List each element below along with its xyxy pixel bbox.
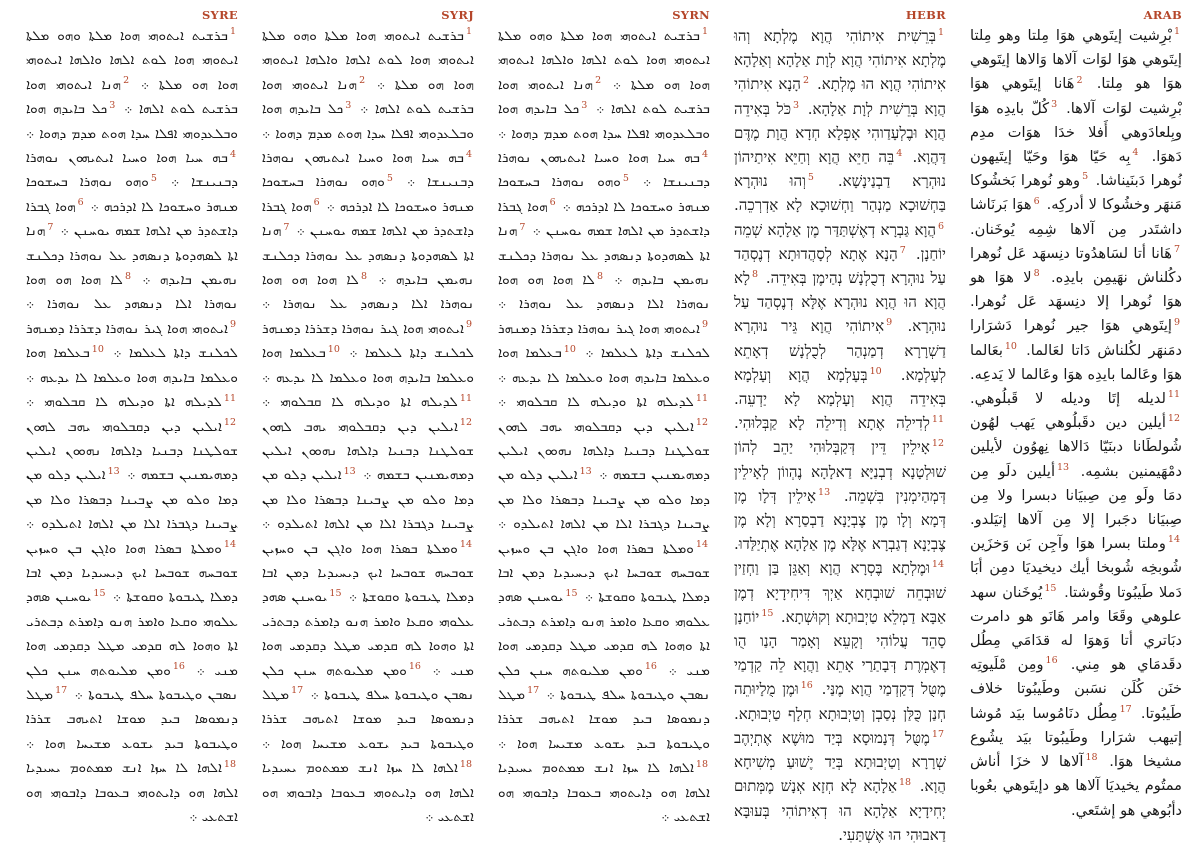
verse-number: 6 (549, 197, 556, 209)
verse-number: 9 (229, 319, 236, 331)
verse-text: ܐܝܠܝܢ ܕܝܢ ܕܩܒܠܘܗܝ ܝܗܒ ܠܗܘܢ ܫܘܠܛܢܐ ܕܒܢܝܐ ܕܐܠܗܐ ܢܗܘܘܢ ܐܝܠܝܢ ܕܡܗܝܡܢܝܢ ܒܫܡܗ ܀ (498, 418, 711, 484)
verse-text: ܝܘܚܢܢ ܣܗܕ ܥܠܘܗܝ ܘܩܥܐ ܘܐܡܪ ܗܢܘ ܕܐܡܪܬ ܕܒܬܪܝ ܐܬܐ ܘܗܘܐ ܠܗ ܩܕܡܝ ܡܛܠ ܕܩܕܡܝ ܗܘܐ ܡܢܝ ܀ (26, 589, 238, 679)
verse-text: הָנָא אֶתָא לְסָהֲדוּתָא דְנֶסְהַד עַל נוּהְרָא דְכֻלְנָשׁ נְהַימֶן בְּאִידֵה. (734, 244, 946, 288)
verse-text: וּמֶלְתָא בֶּסְרָא הֲוָא וְאַגֵּן בַּן וַחְזַין שׁוּבְחֵה שׁוּבְחָא אַיְךְ דִּיחִידָיָא דְמֶן אַבָּא דַמְלֵא טַיְבוּתָא וְקוּשְׁתָא. (734, 559, 946, 626)
verse-number: 15 (93, 587, 106, 599)
verse-number: 9 (701, 319, 708, 331)
verse-number: 12 (459, 416, 472, 428)
verse-number: 13 (343, 465, 356, 477)
verse-number: 15 (329, 587, 342, 599)
verse-text: ܡܛܠ ܕܢܡܘܣܐ ܒܝܕ ܡܘܫܐ ܐܬܝܗܒ ܫܪܪܐ ܘܛܝܒܘܬܐ ܒܝܕ ܝܫܘܥ ܡܫܝܚܐ ܗܘܐ ܀ (26, 686, 238, 752)
verse-number: 7 (1173, 243, 1180, 255)
verse-number: 2 (359, 75, 366, 87)
verse-text: ܘܗܘ ܢܘܗܪܐ ܒܚܫܘܟܐ ܡܢܗܪ ܘܚܫܘܟܐ ܠܐ ܐܕܪܟܗ ܀ (498, 174, 710, 215)
verse-text: كُلّ بايدِه هوَا وبِلعادَوهي أَفلا خدَا هوَات مدِم دَهوَا. (970, 99, 1183, 166)
verse-text: הָנָא אִיתוֹהִי הֲוָא בְּרֵשִׁית לְוָת אַלָהָא. (734, 75, 946, 118)
verse-text: ܘܡܠܬܐ ܒܣܪܐ ܗܘܐ ܘܐܓܢ ܒܢ ܘܚܙܝܢ ܫܘܒܚܗ ܫܘܒܚܐ ܐܝܟ ܕܝܚܝܕܝܐ ܕܡܢ ܐܒܐ ܕܡܠܐ ܛܝܒܘܬܐ ܘܩܘܫܬܐ ܀ (498, 540, 710, 606)
verse-text: ܗܢܐ ܐܬܐ ܠܣܗܕܘܬܐ ܕܢܣܗܕ ܥܠ ܢܘܗܪܐ ܕܟܠܢܫ ܢܗܝܡܢ ܒܐܝܕܗ ܀ (262, 223, 475, 289)
verse-number: 11 (459, 392, 472, 404)
column-text-syrj (262, 24, 475, 825)
verse-number: 16 (800, 680, 813, 692)
verse-number: 14 (1167, 534, 1180, 546)
verse-text: ܐܝܠܝܢ ܕܝܢ ܕܩܒܠܘܗܝ ܝܗܒ ܠܗܘܢ ܫܘܠܛܢܐ ܕܒܢܝܐ ܕܐܠܗܐ ܢܗܘܘܢ ܐܝܠܝܢ ܕܡܗܝܡܢܝܢ ܒܫܡܗ ܀ (26, 418, 239, 484)
verse-number: 18 (695, 758, 708, 770)
verse-text: ܝܘܚܢܢ ܣܗܕ ܥܠܘܗܝ ܘܩܥܐ ܘܐܡܪ ܗܢܘ ܕܐܡܪܬ ܕܒܬܪܝ ܐܬܐ ܘܗܘܐ ܠܗ ܩܕܡܝ ܡܛܠ ܕܩܕܡܝ ܗܘܐ ܡܢܝ ܀ (262, 589, 474, 679)
verse-text: ܠܕܝܠܗ ܐܬܐ ܘܕܝܠܗ ܠܐ ܩܒܠܘܗܝ ܀ (26, 394, 222, 411)
verse-number: 11 (223, 392, 236, 404)
verse-text: ܗܢܐ ܐܝܬܘܗܝ ܗܘܐ ܒܪܫܝܬ ܠܘܬ ܐܠܗܐ ܀ (262, 76, 474, 118)
verse-number: 8 (1033, 268, 1040, 280)
verse-number: 17 (1119, 703, 1132, 715)
column-header-syrj: SYRJ (441, 8, 474, 22)
verse-number: 1 (465, 26, 472, 38)
verse-number: 16 (172, 661, 185, 673)
verse-text: ܒܗ ܚܝܐ ܗܘܐ ܘܚܝܐ ܐܝܬܝܗܘܢ ܢܘܗܪܐ ܕܒܢܝܢܫܐ ܀ (26, 150, 238, 191)
verse-text: ܐܝܬܘܗܝ ܗܘܐ ܓܝܪ ܢܘܗܪܐ ܕܫܪܪܐ ܕܡܢܗܪ ܠܟܠܢܫ ܕܐܬܐ ܠܥܠܡܐ ܀ (26, 320, 238, 362)
verse-number: 12 (695, 416, 708, 428)
verse-number: 9 (1173, 316, 1180, 328)
verse-number: 17 (291, 685, 304, 697)
verse-text: هَانا إيتَوهي هوَا بْرِشيت لوَات آلاها. (970, 75, 1182, 117)
verse-number: 10 (91, 343, 104, 355)
verse-number: 9 (465, 319, 472, 331)
verse-text: وملتا بسرا هوَا وآجِن بَن وَخزَين شُوبخِه شُوبخا أيك ديخيديَا دمِن أبَا دَملا طَيبُوتا وقُوشتا. (970, 535, 1182, 601)
verse-text: ܝܘܚܢܢ ܣܗܕ ܥܠܘܗܝ ܘܩܥܐ ܘܐܡܪ ܗܢܘ ܕܐܡܪܬ ܕܒܬܪܝ ܐܬܐ ܘܗܘܐ ܠܗ ܩܕܡܝ ܡܛܠ ܕܩܕܡܝ ܗܘܐ ܡܢܝ ܀ (498, 589, 710, 679)
verse-number: 13 (579, 465, 592, 477)
verse-number: 8 (752, 269, 759, 281)
verse-number: 14 (223, 539, 236, 550)
verse-text: وهو نُوهرا بَخشُوكا مَنهَر وخشُوكا لا أدركِه. (970, 172, 1182, 214)
verse-text: לְדִילֵה אֶתָא וְדִילֵה לָא קַבְּלוּהִי. (734, 414, 930, 433)
verse-number: 2 (802, 75, 809, 87)
verse-text: هوَا بَرنَاشا داشتَدر مِن آلاها شِمِه يُوخَنان. (970, 196, 1182, 238)
verse-number: 5 (622, 172, 629, 184)
verse-text: אָילֵין דֵּין דְּקַבְּלוּהִי יַהֵב לְהוֹן שׁוּלְטָנָא דְבְנַיָּא דַאלָהָא נֶהְווֹן לְאָילֵין דְּמְהַימְנִין בִּשְׁמֵה. (734, 438, 946, 505)
verse-text: ܠܐ ܗܘܐ ܗܘ ܗܘܐ ܢܘܗܪܐ ܐܠܐ ܕܢܣܗܕ ܥܠ ܢܘܗܪܐ ܀ (26, 272, 238, 313)
verse-text: ܘܗܘ ܢܘܗܪܐ ܒܚܫܘܟܐ ܡܢܗܪ ܘܚܫܘܟܐ ܠܐ ܐܕܪܟܗ ܀ (262, 174, 474, 215)
verse-number: 13 (818, 486, 831, 498)
verse-text: ܟܠ ܒܐܝܕܗ ܗܘܐ ܘܒܠܥܕܘܗܝ ܐܦܠܐ ܚܕܐ ܗܘܬ ܡܕܡ ܕܗܘܐ ܀ (262, 101, 474, 142)
verse-number: 9 (886, 317, 893, 329)
verse-text: ܐܠܗܐ ܠܐ ܚܙܐ ܐܢܫ ܡܡܬܘܡ ܝܚܝܕܝܐ ܐܠܗܐ ܗܘ ܕܐܝܬܘܗܝ ܒܥܘܒܐ ܕܐܒܘܗܝ ܗܘ ܐܫܬܥܝ ܀ (498, 760, 710, 825)
verse-text: ܒܪܫܝܬ ܐܝܬܘܗܝ ܗܘܐ ܡܠܬܐ ܘܗܘ ܡܠܬܐ ܐܝܬܘܗܝ ܗܘܐ ܠܘܬ ܐܠܗܐ ܘܐܠܗܐ ܐܝܬܘܗܝ ܗܘܐ ܗܘ ܡܠܬܐ ܀ (498, 28, 710, 93)
verse-text: ܒܥܠܡܐ ܗܘܐ ܘܥܠܡܐ ܒܐܝܕܗ ܗܘܐ ܘܥܠܡܐ ܠܐ ܝܕܥܗ ܀ (498, 345, 710, 386)
verse-number: 10 (869, 365, 882, 377)
verse-number: 10 (563, 343, 576, 355)
verse-text: ܗܢܐ ܐܬܐ ܠܣܗܕܘܬܐ ܕܢܣܗܕ ܥܠ ܢܘܗܪܐ ܕܟܠܢܫ ܢܗܝܡܢ ܒܐܝܕܗ ܀ (498, 223, 711, 289)
verse-number: 2 (1076, 74, 1083, 86)
verse-text: بْرِشيت إيتَوهي هوَا مِلتا وهو مِلتا إيتَوهي هوَا لوَات آلاها وَالاها إيتَوهي هوَا هو مِلتا. (970, 27, 1183, 93)
verse-text: إيتَوهي هوَا جير نُوهرا دَشرَارا دمَنهَر لكُلناش دَاتا لعَالما. (970, 317, 1182, 359)
column-header-syrn: SYRN (672, 8, 710, 22)
verse-number: 11 (1167, 389, 1180, 401)
column-text-arab (970, 24, 1183, 819)
verse-text: ܘܡܢ ܡܠܝܘܬܗ ܚܢܢ ܟܠܢ ܢܣܒܢ ܘܛܝܒܘܬܐ ܚܠܦ ܛܝܒܘܬܐ ܀ (26, 662, 239, 703)
verse-text: ܐܝܠܝܢ ܕܠܘ ܡܢ ܕܡܐ ܘܠܘ ܡܢ ܨܒܝܢܐ ܕܒܣܪܐ ܘܠܐ ܡܢ ܨܒܝܢܐ ܕܓܒܪܐ ܐܠܐ ܡܢ ܐܠܗܐ ܐܬܝܠܕܘ ܀ (26, 467, 238, 533)
verse-text: הֲוָא גַּבְרָא דְאֶשְׁתַּדַּר מֶן אַלָהָא שְׁמֵה יוֹחַנָן. (734, 220, 946, 263)
verse-text: ومِن مْلَيوتِه خنَن كُلَن نسَبن وطَيبُوتا خلاف طَيبُوتا. (970, 656, 1183, 722)
verse-number: 4 (229, 148, 236, 160)
verse-number: 11 (931, 414, 944, 426)
verse-text: וְהוּ נוּהְרָא בַּחְשׁוּכָא מַנְהַר וַחְשׁוּכָא לָא אַדְרְכֵה. (734, 172, 946, 215)
verse-number: 16 (408, 661, 421, 673)
verse-number: 17 (55, 685, 68, 697)
verse-number: 6 (1033, 195, 1040, 207)
verse-number: 13 (107, 465, 120, 477)
verse-text: أيلين دلَو مِن دمَا ولَو مِن صِبيَانا دبسرا ولا مِن صِبيَانا دجَبرا إلا مِن آلاها إتيَلدو. (970, 462, 1182, 529)
verse-number: 18 (898, 777, 912, 789)
column-text-syrn (498, 24, 711, 825)
verse-text: ܟܠ ܒܐܝܕܗ ܗܘܐ ܘܒܠܥܕܘܗܝ ܐܦܠܐ ܚܕܐ ܗܘܬ ܡܕܡ ܕܗܘܐ ܀ (26, 101, 238, 142)
verse-text: אַלָהָא לָא חְזָא אְנָשׁ מֶמְּתוּם יְחִידָיָא אַלָהָא הוּ דְאִיתוֹהִי בְּעוּבָּא דַאבוּהִי הוּ אֶשְׁתַּעִי. (734, 777, 946, 844)
verse-number: 3 (1051, 98, 1058, 110)
column-header-arab: ARAB (1143, 8, 1182, 22)
verse-text: ܠܕܝܠܗ ܐܬܐ ܘܕܝܠܗ ܠܐ ܩܒܠܘܗܝ ܀ (262, 394, 458, 411)
verse-text: لا هوَا هو هوَا نُوهرا إلا دنِسهَد عَل نُوهرا. (970, 269, 1182, 311)
verse-text: ܠܐ ܗܘܐ ܗܘ ܗܘܐ ܢܘܗܪܐ ܐܠܐ ܕܢܣܗܕ ܥܠ ܢܘܗܪܐ ܀ (262, 272, 474, 313)
verse-number: 7 (899, 244, 906, 256)
verse-number: 4 (465, 148, 472, 160)
verse-text: יוֹחַנָן סָהֵד עֲלוֹהִי וְקָעֵא וְאָמַר הָנַו הֻו דְאֶמְרֶת דְּבָתַרַי אָתֵא וַהֲוָא לֵה קַדְמַי מֶטֻּל דְּקַדְמַי הֲוָא מֶנַּי. (734, 607, 946, 699)
verse-number: 3 (109, 99, 116, 111)
verse-number: 3 (581, 99, 588, 111)
verse-text: يُوخَنان سهد علوهي وقَعَا وامر هَانَو هو دامرت دبَاتري أتا وَهوَا له قدَامَي مِطُل دقَدمَاي هو مِني. (970, 583, 1182, 674)
verse-text: ܗܘܐ ܓܒܪܐ ܕܐܫܬܕܪ ܡܢ ܐܠܗܐ ܫܡܗ ܝܘܚܢܢ ܀ (26, 198, 238, 240)
verse-number: 10 (1004, 340, 1017, 352)
verse-text: ܟܠ ܒܐܝܕܗ ܗܘܐ ܘܒܠܥܕܘܗܝ ܐܦܠܐ ܚܕܐ ܗܘܬ ܡܕܡ ܕܗܘܐ ܀ (498, 101, 710, 142)
verse-number: 2 (595, 75, 602, 87)
verse-number: 5 (150, 172, 157, 184)
verse-number: 7 (283, 221, 290, 233)
verse-number: 11 (695, 392, 708, 404)
verse-number: 13 (1057, 461, 1070, 473)
verse-text: ܒܪܫܝܬ ܐܝܬܘܗܝ ܗܘܐ ܡܠܬܐ ܘܗܘ ܡܠܬܐ ܐܝܬܘܗܝ ܗܘܐ ܠܘܬ ܐܠܗܐ ܘܐܠܗܐ ܐܝܬܘܗܝ ܗܘܐ ܗܘ ܡܠܬܐ ܀ (26, 28, 238, 93)
verse-number: 12 (223, 416, 236, 428)
verse-number: 15 (761, 607, 774, 619)
column-syrj (250, 0, 486, 825)
verse-text: מֶטֻּל דְּנָמוּסָא בְּיַד מוּשֶׁא אֶתְיְהֶב שְׁרָרָא וְטַיְבוּתָא בְּיַד יֶשׁוּעַ מְשִׁיחָא הֲוָא. (734, 728, 946, 796)
verse-text: ܒܥܠܡܐ ܗܘܐ ܘܥܠܡܐ ܒܐܝܕܗ ܗܘܐ ܘܥܠܡܐ ܠܐ ܝܕܥܗ ܀ (26, 345, 238, 386)
verse-text: ܡܛܠ ܕܢܡܘܣܐ ܒܝܕ ܡܘܫܐ ܐܬܝܗܒ ܫܪܪܐ ܘܛܝܒܘܬܐ ܒܝܕ ܝܫܘܥ ܡܫܝܚܐ ܗܘܐ ܀ (262, 686, 474, 752)
verse-text: آلاها لا خزَا أناش ممتُوم يخيديَا آلاها هو دإيتَوهي بعُوبا دأبُوهي هو إشتَعي. (970, 753, 1182, 819)
verse-number: 18 (459, 758, 472, 770)
verse-number: 12 (1167, 413, 1180, 425)
verse-number: 8 (124, 270, 131, 282)
verse-text: ܒܗ ܚܝܐ ܗܘܐ ܘܚܝܐ ܐܝܬܝܗܘܢ ܢܘܗܪܐ ܕܒܢܝܢܫܐ ܀ (498, 150, 710, 191)
verse-number: 7 (519, 221, 526, 233)
verse-number: 4 (1132, 147, 1139, 159)
verse-text: ܘܡܢ ܡܠܝܘܬܗ ܚܢܢ ܟܠܢ ܢܣܒܢ ܘܛܝܒܘܬܐ ܚܠܦ ܛܝܒܘܬܐ ܀ (498, 662, 711, 703)
verse-number: 15 (565, 587, 578, 599)
verse-text: مِطُل دنَامُوسا بيَد مُوشا إتيهب شرَارا وطَيبُوتا بيَد يشُوع مشيخا هوَا. (970, 704, 1182, 771)
column-arab (958, 0, 1194, 819)
verse-number: 6 (937, 220, 944, 232)
verse-number: 14 (931, 559, 944, 571)
verse-text: בְּרֵשִׁית אִיתוֹהִי הֲוָא מֶלְתָא וְהוּ מֶלְתָא אִיתוֹהִי הֲוָא לְוָת אַלָהָא וְאַלָהָא אִיתוֹהִי הֲוָא הוּ מֶלְתָא. (734, 27, 946, 94)
verse-number: 14 (459, 539, 472, 550)
verse-text: ܠܕܝܠܗ ܐܬܐ ܘܕܝܠܗ ܠܐ ܩܒܠܘܗܝ ܀ (498, 394, 694, 411)
verse-text: אָילֵין דְּלָו מֶן דְּמָא וְלָו מֶן צֶבְיָנָא דַבְסַרָא וְלָא מֶן צֶבְיָנָא דְגַבְרָא אֶלָּא מֶן אַלָהָא אֶתְיַלַּדוּ. (734, 486, 946, 554)
verse-text: ܗܘܐ ܓܒܪܐ ܕܐܫܬܕܪ ܡܢ ܐܠܗܐ ܫܡܗ ܝܘܚܢܢ ܀ (498, 198, 710, 240)
column-header-hebr: HEBR (905, 8, 946, 22)
verse-number: 3 (345, 99, 352, 111)
verse-text: ܐܠܗܐ ܠܐ ܚܙܐ ܐܢܫ ܡܡܬܘܡ ܝܚܝܕܝܐ ܐܠܗܐ ܗܘ ܕܐܝܬܘܗܝ ܒܥܘܒܐ ܕܐܒܘܗܝ ܗܘ ܐܫܬܥܝ ܀ (262, 760, 474, 825)
verse-number: 3 (793, 99, 800, 111)
verse-text: בְּעָלְמָא הֲוָא וְעָלְמָא בְּאִידֵה הֲוָא וְעָלְמָא לָא יַדְעֵה. (734, 365, 946, 409)
verse-number: 6 (77, 197, 84, 209)
verse-number: 8 (360, 270, 367, 282)
verse-text: ܐܝܠܝܢ ܕܠܘ ܡܢ ܕܡܐ ܘܠܘ ܡܢ ܨܒܝܢܐ ܕܒܣܪܐ ܘܠܐ ܡܢ ܨܒܝܢܐ ܕܓܒܪܐ ܐܠܐ ܡܢ ܐܠܗܐ ܐܬܝܠܕܘ ܀ (262, 467, 474, 533)
verse-text: ܐܝܬܘܗܝ ܗܘܐ ܓܝܪ ܢܘܗܪܐ ܕܫܪܪܐ ܕܡܢܗܪ ܠܟܠܢܫ ܕܐܬܐ ܠܥܠܡܐ ܀ (262, 320, 474, 362)
verse-number: 8 (596, 270, 603, 282)
column-syre (14, 0, 250, 825)
verse-number: 7 (47, 221, 54, 233)
verse-number: 18 (223, 758, 236, 770)
verse-text: ܗܘܐ ܓܒܪܐ ܕܐܫܬܕܪ ܡܢ ܐܠܗܐ ܫܡܗ ܝܘܚܢܢ ܀ (262, 198, 474, 240)
verse-number: 4 (896, 148, 903, 160)
verse-text: ܠܐ ܗܘܐ ܗܘ ܗܘܐ ܢܘܗܪܐ ܐܠܐ ܕܢܣܗܕ ܥܠ ܢܘܗܪܐ ܀ (498, 272, 710, 313)
verse-text: ܗܢܐ ܐܝܬܘܗܝ ܗܘܐ ܒܪܫܝܬ ܠܘܬ ܐܠܗܐ ܀ (26, 76, 238, 118)
verse-text: لديله إتَا وديله لا قَبلُوهي. (970, 390, 1166, 408)
verse-text: בֵּה חַיֵּא הֲוָא וְחַיֵּא אִיתַיהוֹן נוּהְרָא דַבְנַינָשָׁא. (734, 148, 946, 191)
verse-number: 6 (313, 197, 320, 209)
verse-text: ܐܝܬܘܗܝ ܗܘܐ ܓܝܪ ܢܘܗܪܐ ܕܫܪܪܐ ܕܡܢܗܪ ܠܟܠܢܫ ܕܐܬܐ ܠܥܠܡܐ ܀ (498, 320, 710, 362)
column-hebr (722, 0, 958, 844)
verse-text: ܗܢܐ ܐܬܐ ܠܣܗܕܘܬܐ ܕܢܣܗܕ ܥܠ ܢܘܗܪܐ ܕܟܠܢܫ ܢܗܝܡܢ ܒܐܝܕܗ ܀ (26, 223, 239, 289)
verse-text: ܗܢܐ ܐܝܬܘܗܝ ܗܘܐ ܒܪܫܝܬ ܠܘܬ ܐܠܗܐ ܀ (498, 76, 710, 118)
verse-text: אִיתוֹהִי הֲוָא גֵּיר נוּהְרָא דַשְׁרָרָא דְמַנְהַר לְכֻלְנָשׁ דְאָתֵא לְעָלְמָא. (734, 317, 946, 384)
verse-number: 5 (386, 172, 393, 184)
verse-number: 16 (1045, 655, 1058, 667)
verse-text: ܐܠܗܐ ܠܐ ܚܙܐ ܐܢܫ ܡܡܬܘܡ ܝܚܝܕܝܐ ܐܠܗܐ ܗܘ ܕܐܝܬܘܗܝ ܒܥܘܒܐ ܕܐܒܘܗܝ ܗܘ ܐܫܬܥܝ ܀ (26, 760, 238, 825)
verse-number: 17 (931, 728, 944, 740)
column-text-hebr (734, 24, 946, 844)
verse-text: ܘܡܢ ܡܠܝܘܬܗ ܚܢܢ ܟܠܢ ܢܣܒܢ ܘܛܝܒܘܬܐ ܚܠܦ ܛܝܒܘܬܐ ܀ (262, 662, 475, 703)
verse-number: 14 (695, 539, 708, 550)
verse-text: أيلين دين دقَبلُوهي يَهب لهُون شُولطَانا دبنَيّا دَالاها نِهوُون لأيلين دمْهَيمنين بشمِه. (970, 414, 1182, 480)
column-text-syre (26, 24, 239, 825)
verse-text: ܒܗ ܚܝܐ ܗܘܐ ܘܚܝܐ ܐܝܬܝܗܘܢ ܢܘܗܪܐ ܕܒܢܝܢܫܐ ܀ (262, 150, 474, 191)
verse-number: 17 (527, 685, 540, 697)
verse-text: לָא הֲוָא הוּ הֲוָא נוּהְרָא אֶלָּא דְנֶסְהַד עַל נוּהְרָא. (734, 269, 946, 336)
verse-number: 1 (1173, 26, 1180, 38)
verse-text: ܐܝܠܝܢ ܕܠܘ ܡܢ ܕܡܐ ܘܠܘ ܡܢ ܨܒܝܢܐ ܕܒܣܪܐ ܘܠܐ ܡܢ ܨܒܝܢܐ ܕܓܒܪܐ ܐܠܐ ܡܢ ܐܠܗܐ ܐܬܝܠܕܘ ܀ (498, 467, 710, 533)
verse-text: ܘܡܠܬܐ ܒܣܪܐ ܗܘܐ ܘܐܓܢ ܒܢ ܘܚܙܝܢ ܫܘܒܚܗ ܫܘܒܚܐ ܐܝܟ ܕܝܚܝܕܝܐ ܕܡܢ ܐܒܐ ܕܡܠܐ ܛܝܒܘܬܐ ܘܩܘܫܬܐ ܀ (262, 540, 474, 606)
verse-text: ܒܥܠܡܐ ܗܘܐ ܘܥܠܡܐ ܒܐܝܕܗ ܗܘܐ ܘܥܠܡܐ ܠܐ ܝܕܥܗ ܀ (262, 345, 474, 386)
verse-number: 1 (701, 26, 708, 38)
verse-text: ܐܝܠܝܢ ܕܝܢ ܕܩܒܠܘܗܝ ܝܗܒ ܠܗܘܢ ܫܘܠܛܢܐ ܕܒܢܝܐ ܕܐܠܗܐ ܢܗܘܘܢ ܐܝܠܝܢ ܕܡܗܝܡܢܝܢ ܒܫܡܗ ܀ (262, 418, 475, 484)
verse-number: 16 (644, 661, 657, 673)
verse-text: כֹּל בְּאִידֵה הֲוָא וּבֶלְעָדַוהִי אָפְלָא חְדָא הֲוָת מֶדֶּם דַּהֲוָא. (734, 99, 946, 167)
verse-text: ܘܗܘ ܢܘܗܪܐ ܒܚܫܘܟܐ ܡܢܗܪ ܘܚܫܘܟܐ ܠܐ ܐܕܪܟܗ ܀ (26, 174, 238, 215)
verse-text: بِه حَيّا هوَا وحَيّا إيتَيهون نُوهرا دَبنَيناشا. (970, 148, 1183, 190)
verse-number: 15 (1044, 582, 1057, 594)
verse-text: ܡܛܠ ܕܢܡܘܣܐ ܒܝܕ ܡܘܫܐ ܐܬܝܗܒ ܫܪܪܐ ܘܛܝܒܘܬܐ ܒܝܕ ܝܫܘܥ ܡܫܝܚܐ ܗܘܐ ܀ (498, 686, 710, 752)
verse-number: 12 (931, 438, 944, 450)
verse-text: ܒܪܫܝܬ ܐܝܬܘܗܝ ܗܘܐ ܡܠܬܐ ܘܗܘ ܡܠܬܐ ܐܝܬܘܗܝ ܗܘܐ ܠܘܬ ܐܠܗܐ ܘܐܠܗܐ ܐܝܬܘܗܝ ܗܘܐ ܗܘ ܡܠܬܐ ܀ (262, 28, 474, 93)
column-syrn (486, 0, 722, 825)
verse-number: 4 (701, 148, 708, 160)
verse-number: 5 (807, 172, 814, 184)
verse-number: 18 (1085, 752, 1098, 764)
verse-text: هَانا أتا لسَاهدُوتا دنِسهَد عَل نُوهرا دكُلناش نهَيمِن بايدِه. (970, 244, 1182, 287)
verse-number: 10 (327, 343, 340, 355)
verse-number: 1 (937, 27, 944, 38)
verse-number: 5 (1082, 171, 1089, 183)
column-header-syre: SYRE (201, 8, 238, 22)
verse-text: بعَالما هوَا وعَالما بايدِه هوَا وعَالما لا يَدعِه. (970, 341, 1182, 383)
verse-number: 2 (123, 75, 130, 87)
verse-number: 1 (229, 26, 236, 38)
verse-text: וּמֶן מֻלָיוּתֵה חְנַן כֻּלַּן נְסַבְן וְטַיְבוּתָא חְלָף טַיְבוּתָא. (734, 680, 946, 723)
verse-text: ܘܡܠܬܐ ܒܣܪܐ ܗܘܐ ܘܐܓܢ ܒܢ ܘܚܙܝܢ ܫܘܒܚܗ ܫܘܒܚܐ ܐܝܟ ܕܝܚܝܕܝܐ ܕܡܢ ܐܒܐ ܕܡܠܐ ܛܝܒܘܬܐ ܘܩܘܫܬܐ ܀ (26, 540, 238, 606)
